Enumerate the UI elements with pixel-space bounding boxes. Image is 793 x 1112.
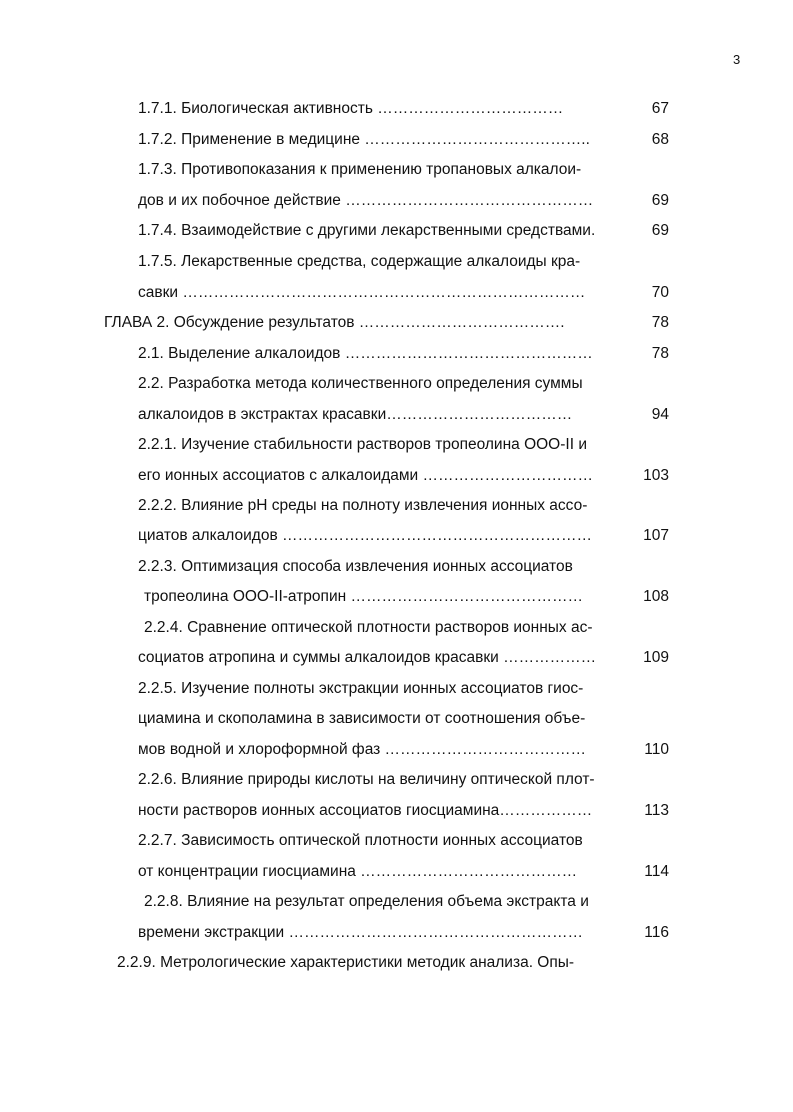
toc-entry-2-2-cont: алкалоидов в экстрактах красавки……………………………… (138, 406, 573, 423)
toc-page-2-2-5: 110 (644, 741, 669, 758)
toc-page-2-2-3: 108 (643, 588, 669, 605)
toc-entry-2-1: 2.1. Выделение алкалоидов ………………………………………… (138, 345, 593, 362)
toc-entry-2-2-6: 2.2.6. Влияние природы кислоты на величину оптической плот- (138, 771, 595, 788)
toc-entry-2-2-9: 2.2.9. Метрологические характеристики методик анализа. Опы- (117, 954, 575, 971)
toc-entry-2-2-6-cont: ности растворов ионных ассоциатов гиосциамина……………… (138, 802, 593, 819)
toc-page-1-7-4: 69 (651, 222, 669, 239)
toc-page-2-2-2: 107 (643, 527, 669, 544)
toc-entry-2-2-3: 2.2.3. Оптимизация способа извлечения ионных ассоциатов (138, 558, 573, 575)
toc-page-2-2-6: 113 (644, 802, 669, 819)
toc-entry-1-7-5-cont: савки …………………………………………………………………… (138, 284, 586, 301)
toc-entry-2-2-5: 2.2.5. Изучение полноты экстракции ионных ассоциатов гиос- (138, 680, 584, 697)
toc-page-1-7-3: 69 (651, 192, 669, 209)
toc-entry-2-2-7-cont: от концентрации гиосциамина …………………………………… (138, 863, 578, 880)
toc-chapter-2: ГЛАВА 2. Обсуждение результатов …………………………………. (104, 314, 565, 331)
toc-page-2-2-4: 109 (643, 649, 669, 666)
toc-page-chapter-2: 78 (651, 314, 669, 331)
toc-entry-2-2-4-cont: социатов атропина и суммы алкалоидов красавки ……………… (138, 649, 597, 666)
toc-page-2-2: 94 (651, 406, 669, 423)
toc-entry-2-2: 2.2. Разработка метода количественного определения суммы (138, 375, 583, 392)
toc-entry-2-2-7: 2.2.7. Зависимость оптической плотности ионных ассоциатов (138, 832, 583, 849)
toc-entry-2-2-2-cont: циатов алкалоидов …………………………………………………… (138, 527, 593, 544)
toc-entry-2-2-2: 2.2.2. Влияние рН среды на полноту извлечения ионных ассо- (138, 497, 588, 514)
toc-entry-1-7-2: 1.7.2. Применение в медицине …………………………………….. (138, 131, 590, 148)
toc-entry-2-2-5-cont2: мов водной и хлороформной фаз ………………………………… (138, 741, 587, 758)
toc-entry-2-2-1: 2.2.1. Изучение стабильности растворов тропеолина ООО-II и (138, 436, 587, 453)
page-number: 3 (733, 52, 741, 67)
toc-entry-2-2-8: 2.2.8. Влияние на результат определения объема экстракта и (144, 893, 589, 910)
toc-page-1-7-1: 67 (651, 100, 669, 117)
toc-entry-2-2-4: 2.2.4. Сравнение оптической плотности растворов ионных ас- (144, 619, 593, 636)
toc-page-1-7-2: 68 (651, 131, 669, 148)
toc-entry-1-7-1: 1.7.1. Биологическая активность ……………………………… (138, 100, 564, 117)
toc-page-1-7-5: 70 (651, 284, 669, 301)
toc-entry-1-7-3-cont: дов и их побочное действие ………………………………………… (138, 192, 594, 209)
toc-entry-1-7-3: 1.7.3. Противопоказания к применению тропановых алкалои- (138, 161, 582, 178)
toc-entry-2-2-1-cont: его ионных ассоциатов с алкалоидами …………………………… (138, 467, 594, 484)
toc-entry-1-7-4: 1.7.4. Взаимодействие с другими лекарственными средствами. (138, 222, 596, 239)
toc-entry-2-2-3-cont: тропеолина ООО-II-атропин ……………………………………… (144, 588, 583, 605)
toc-page-2-1: 78 (651, 345, 669, 362)
toc-entry-1-7-5: 1.7.5. Лекарственные средства, содержащие алкалоиды кра- (138, 253, 581, 270)
toc-page-2-2-7: 114 (644, 863, 669, 880)
toc-entry-2-2-8-cont: времени экстракции ………………………………………………… (138, 924, 584, 941)
toc-page-2-2-1: 103 (643, 467, 669, 484)
toc-page-2-2-8: 116 (644, 924, 669, 941)
toc-entry-2-2-5-cont: циамина и скополамина в зависимости от соотношения объе- (138, 710, 586, 727)
